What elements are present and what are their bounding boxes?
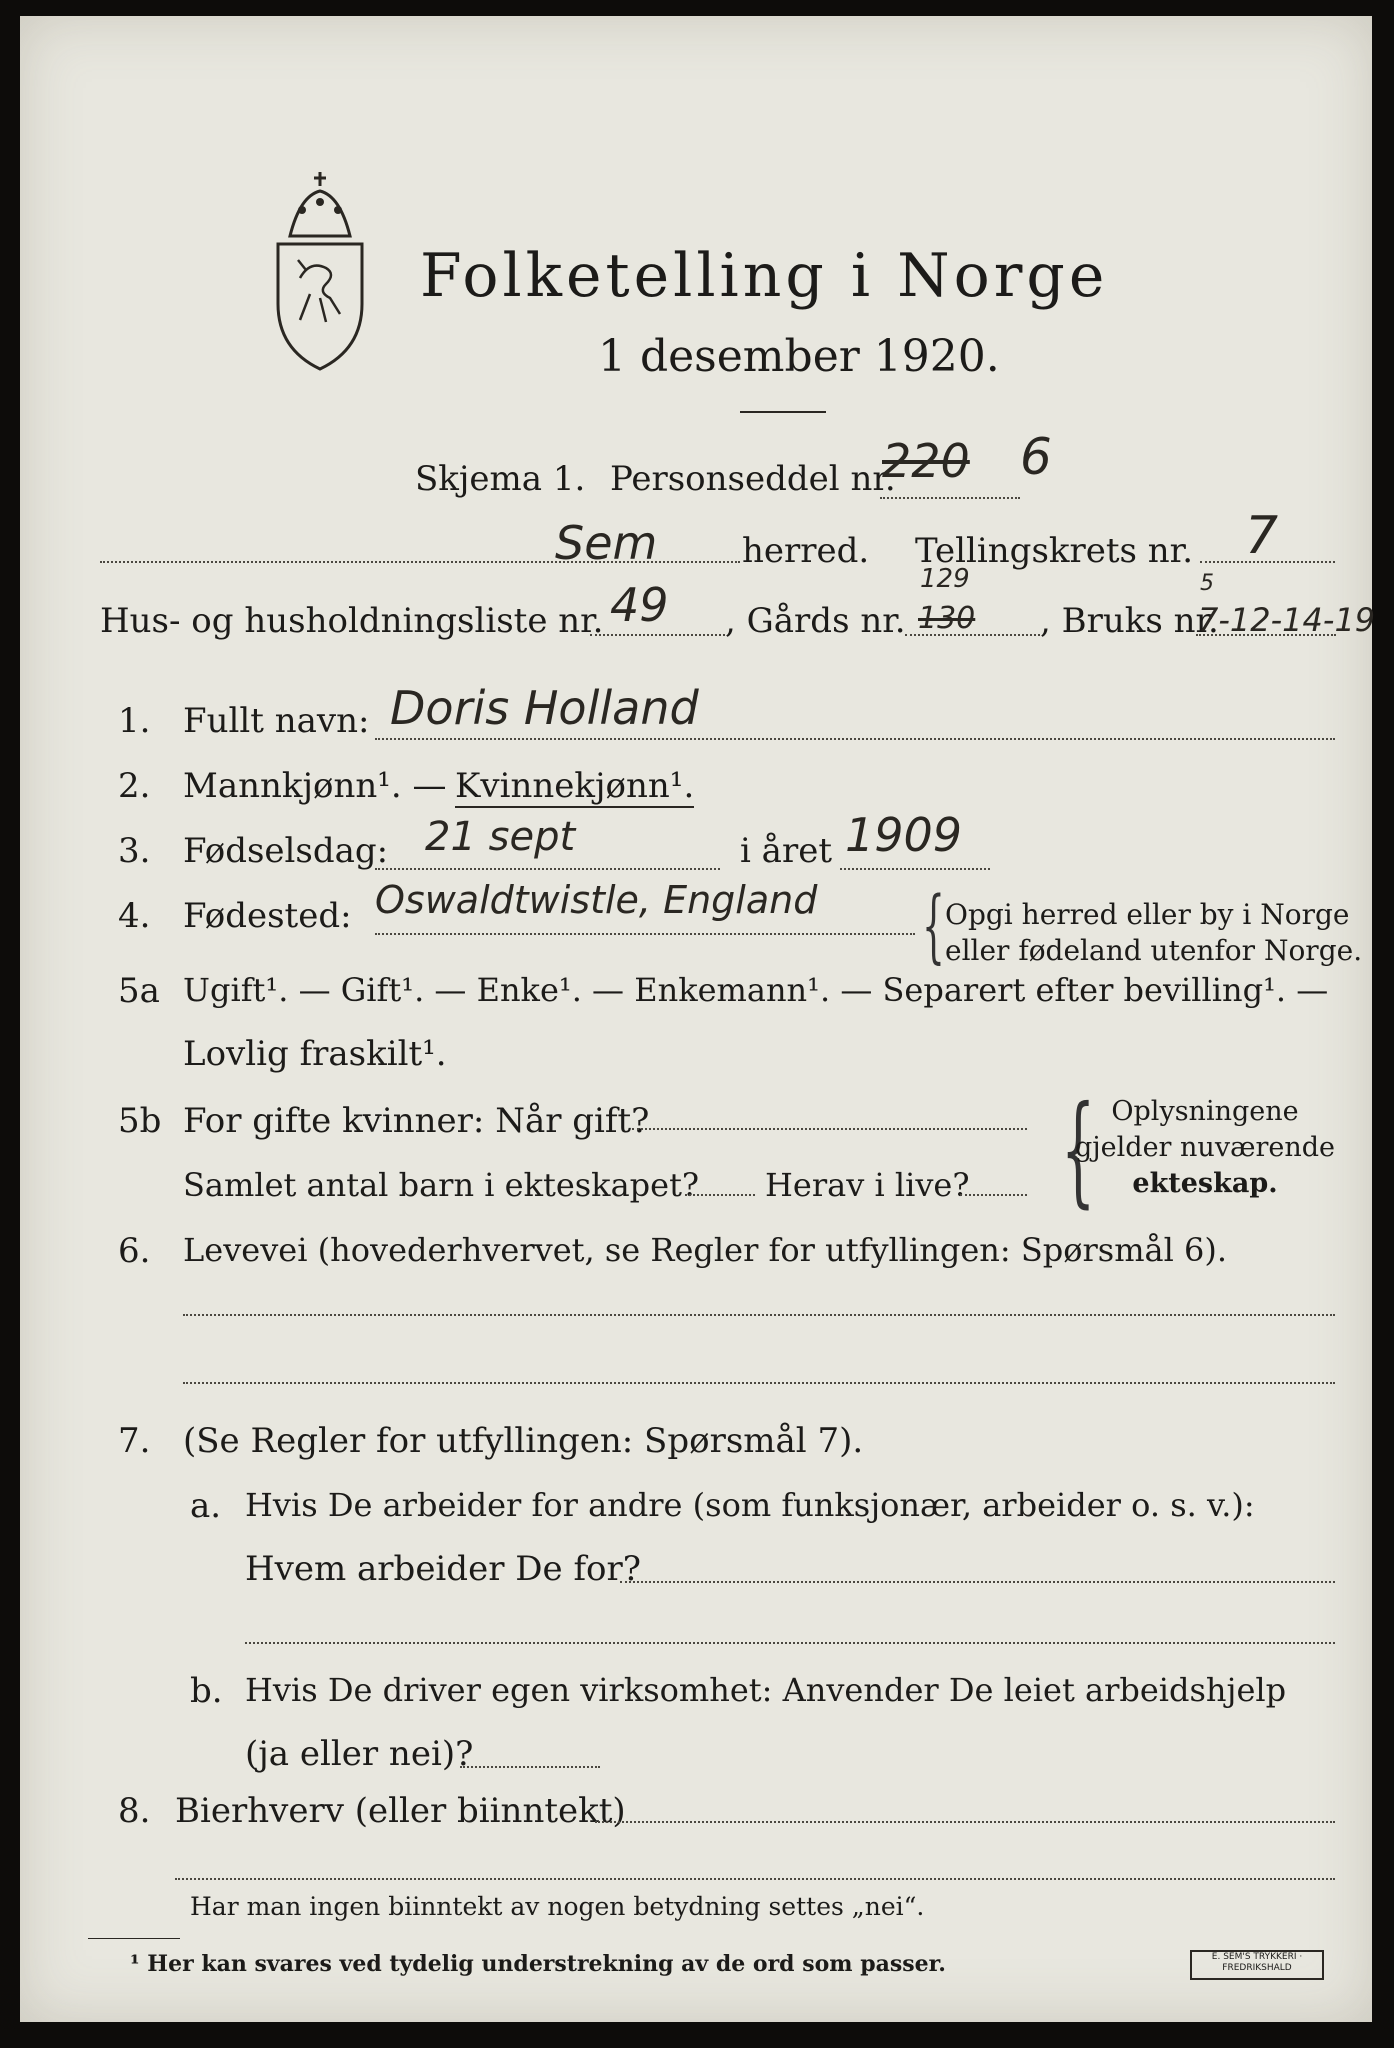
gards-field [905, 634, 1040, 636]
q8-label: Bierhverv (eller biinntekt) [175, 1791, 626, 1831]
q3-number: 3. [118, 831, 151, 871]
q6-label: Levevei (hovederhvervet, se Regler for utfyllingen: Spørsmål 6). [183, 1231, 1228, 1269]
q3-birthday-value: 21 sept [425, 814, 576, 860]
hus-field [590, 634, 725, 636]
q6-field-2 [183, 1382, 1335, 1384]
bruks-value-top: 5 [1200, 571, 1214, 596]
tellingskrets-label: Tellingskrets nr. [915, 531, 1194, 571]
q4-field [375, 933, 915, 935]
personseddel-label: Personseddel nr. [610, 459, 896, 499]
norwegian-coat-of-arms-icon [260, 166, 380, 376]
form-date: 1 desember 1920. [598, 331, 1000, 382]
q7b-line1: Hvis De driver egen virksomhet: Anvender De leiet arbeidshjelp [245, 1671, 1287, 1709]
gards-value: 130 [918, 601, 976, 636]
skjema-label: Skjema 1. [415, 459, 586, 499]
hus-value: 49 [610, 578, 669, 632]
q7-number: 7. [118, 1421, 151, 1461]
bruks-label: , Bruks nr. [1040, 601, 1219, 641]
q4-birthplace-value: Oswaldtwistle, England [375, 878, 818, 922]
q5b-line2b: Herav i live? [765, 1166, 970, 1204]
q2-kvinnekjonn: Kvinnekjønn¹. [455, 766, 695, 806]
q5b-number: 5b [118, 1101, 162, 1141]
q7a-field-2 [245, 1642, 1335, 1644]
bruks-value: 7-12-14-19 [1198, 601, 1376, 639]
q5b-line2a: Samlet antal barn i ekteskapet? [183, 1166, 700, 1204]
gards-label: , Gårds nr. [725, 601, 906, 641]
q3-year-label: i året [740, 831, 832, 871]
hus-label: Hus- og husholdningsliste nr. [100, 601, 604, 641]
census-form [20, 16, 1376, 2022]
footnote: ¹ Her kan svares ved tydelig understrekning av de ord som passer. [130, 1951, 946, 1977]
herred-value: Sem [555, 516, 658, 570]
q1-number: 1. [118, 701, 151, 741]
q4-note-line2: eller fødeland utenfor Norge. [945, 934, 1363, 967]
q8-field-2 [175, 1878, 1335, 1880]
q7a-letter: a. [190, 1486, 222, 1526]
footer-note: Har man ingen biinntekt av nogen betydning settes „nei“. [190, 1892, 925, 1921]
q3-label: Fødselsdag: [183, 831, 389, 871]
q7a-line1: Hvis De arbeider for andre (som funksjonær, arbeider o. s. v.): [245, 1486, 1255, 1524]
title-divider [740, 411, 826, 413]
q7a-field-1 [620, 1581, 1335, 1583]
q6-number: 6. [118, 1231, 151, 1271]
q5b-note [1070, 1094, 1340, 1202]
q4-brace: { [921, 879, 945, 972]
q5b-note-line1: Oplysningene [1111, 1096, 1299, 1127]
q5b-brace: { [1060, 1081, 1096, 1220]
tellingskrets-field [1200, 561, 1335, 563]
printer-stamp [1190, 1950, 1324, 1980]
q7a-line2: Hvem arbeider De for? [245, 1549, 641, 1589]
q5b-line1: For gifte kvinner: Når gift? [183, 1101, 650, 1141]
q7b-line2: (ja eller nei)? [245, 1734, 474, 1774]
q8-field-1 [595, 1821, 1335, 1823]
q4-number: 4. [118, 896, 151, 936]
tellingskrets-value: 7 [1245, 506, 1279, 566]
q1-full-name-value: Doris Holland [390, 681, 699, 735]
q5b-children-field [685, 1194, 755, 1196]
q5b-alive-field [960, 1194, 1027, 1196]
q7-label: (Se Regler for utfyllingen: Spørsmål 7). [183, 1421, 864, 1461]
q7b-letter: b. [190, 1671, 223, 1711]
gards-value-top: 129 [920, 564, 970, 594]
q5b-note-line2: gjelder nuværende [1075, 1132, 1335, 1163]
q2-number: 2. [118, 766, 151, 806]
q1-label: Fullt navn: [183, 701, 370, 741]
q5a-line2: Lovlig fraskilt¹. [183, 1034, 447, 1074]
q3-year-value: 1909 [845, 808, 963, 862]
q5b-note-line3: ekteskap. [1132, 1168, 1278, 1199]
q8-number: 8. [118, 1791, 151, 1831]
form-title: Folketelling i Norge [420, 241, 1109, 311]
q3-field [375, 868, 720, 870]
personseddel-struck-value: 220 [882, 434, 970, 488]
personseddel-field [880, 497, 1020, 499]
q5a-line1: Ugift¹. — Gift¹. — Enke¹. — Enkemann¹. — Separert efter bevilling¹. — [183, 971, 1329, 1009]
q3-year-field [840, 868, 990, 870]
q5a-number: 5a [118, 971, 160, 1011]
q6-field-1 [183, 1314, 1335, 1316]
q7b-field [460, 1766, 600, 1768]
bruks-field [1196, 634, 1336, 636]
footnote-rule [88, 1938, 180, 1939]
q1-field [375, 738, 1335, 740]
personseddel-value: 6 [1020, 428, 1052, 486]
printer-stamp-text: E. SEM'S TRYKKERI · FREDRIKSHALD [1211, 1952, 1303, 1973]
q4-label: Fødested: [183, 896, 352, 936]
q5b-married-field [632, 1128, 1027, 1130]
q4-note-line1: Opgi herred eller by i Norge [945, 898, 1350, 931]
herred-label: herred. [742, 531, 870, 571]
q2-mannkjonn: Mannkjønn¹. — [183, 766, 447, 806]
